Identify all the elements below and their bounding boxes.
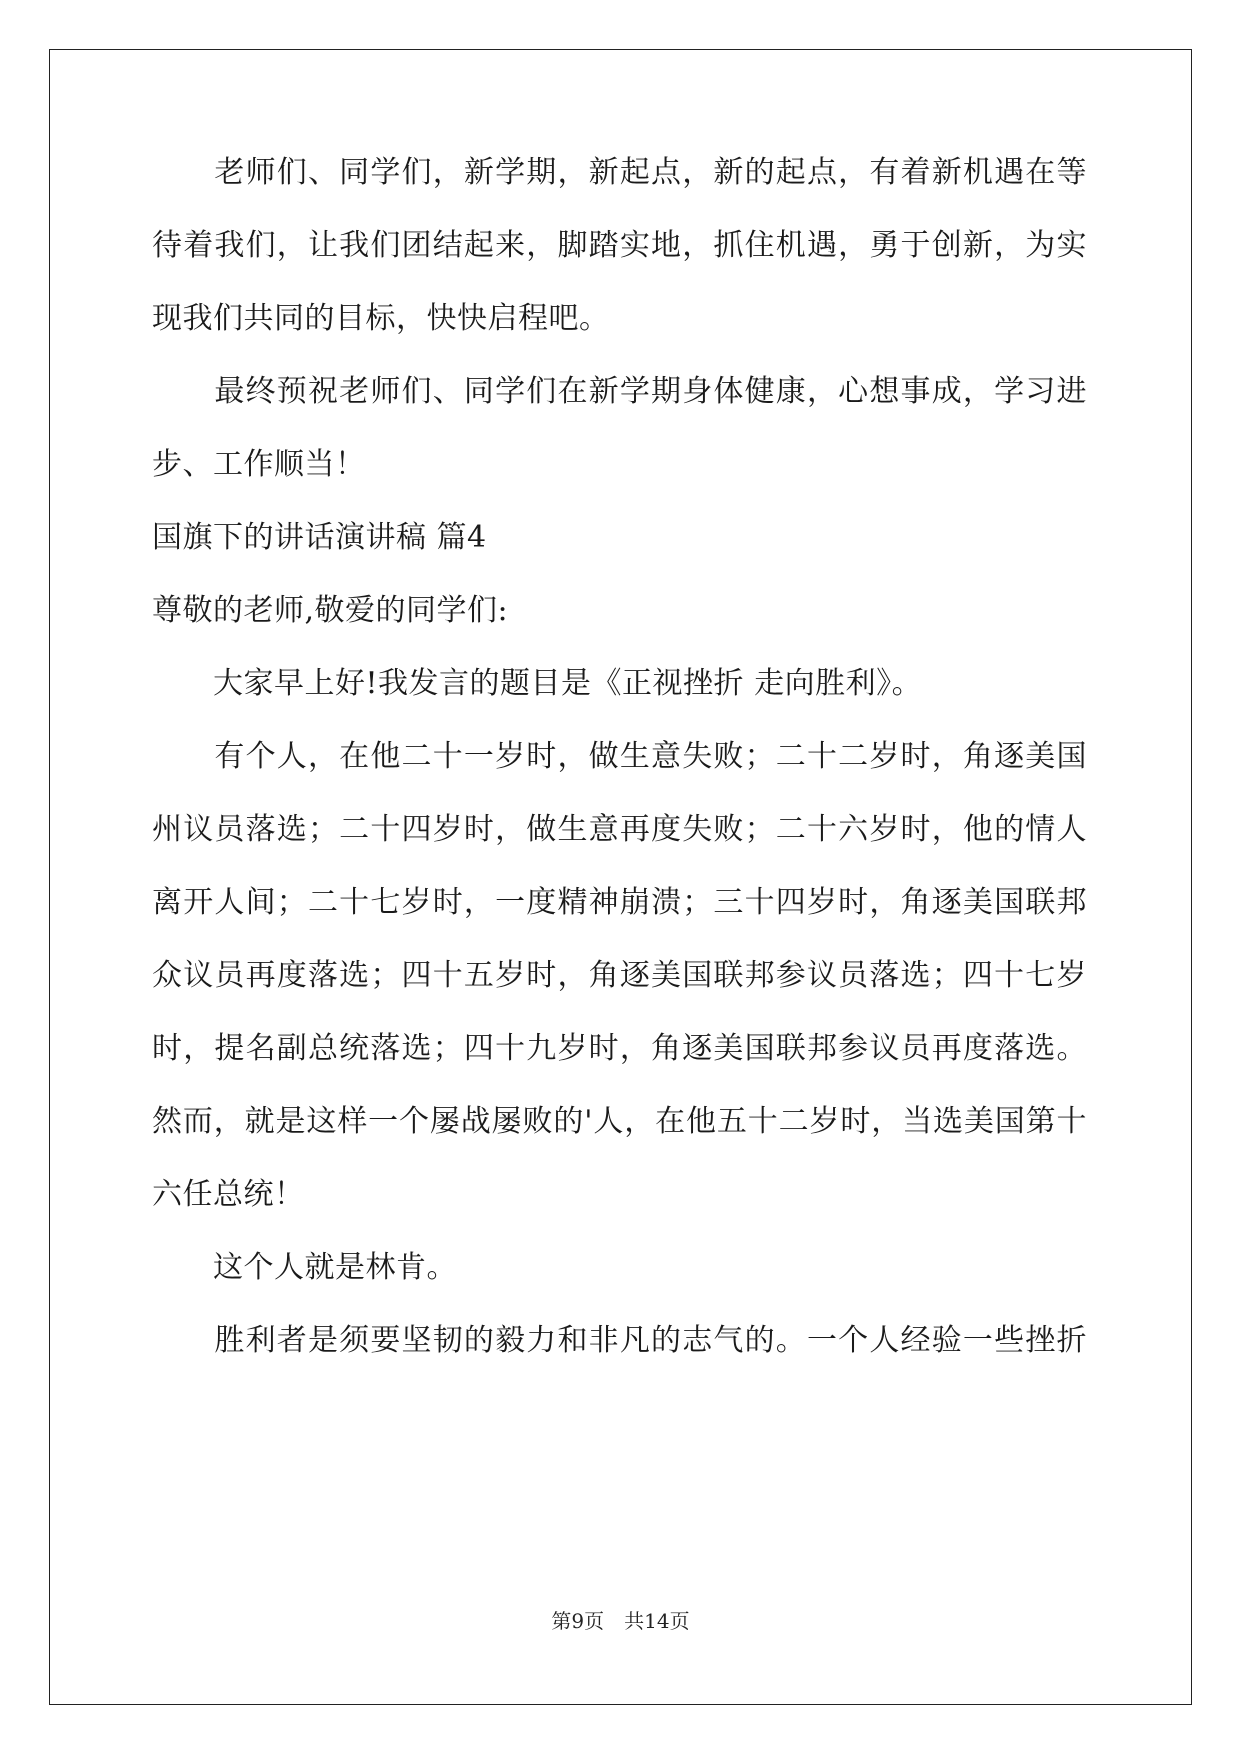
page-number: 第9页: [551, 1609, 605, 1633]
salutation: 尊敬的老师,敬爱的同学们:: [152, 593, 509, 628]
text-line: 六任总统！: [152, 1177, 305, 1212]
text-line: 时，提名副总统落选；四十九岁时，角逐美国联邦参议员再度落选。: [152, 1031, 1087, 1066]
text-line: 步、工作顺当！: [152, 447, 366, 482]
text-line: 待着我们，让我们团结起来，脚踏实地，抓住机遇，勇于创新，为实: [152, 228, 1087, 263]
page-frame: [49, 49, 1192, 1705]
text-line: 众议员再度落选；四十五岁时，角逐美国联邦参议员落选；四十七岁: [152, 958, 1087, 993]
text-line: 然而，就是这样一个屡战屡败的'人，在他五十二岁时，当选美国第十: [152, 1104, 1087, 1139]
text-line: 胜利者是须要坚韧的毅力和非凡的志气的。一个人经验一些挫折: [152, 1323, 1087, 1358]
page-footer: [0, 1608, 1241, 1634]
page-total: 共14页: [624, 1609, 690, 1633]
text-line: 最终预祝老师们、同学们在新学期身体健康，心想事成，学习进: [152, 374, 1087, 409]
text-line: 大家早上好!我发言的题目是《正视挫折 走向胜利》。: [152, 666, 923, 701]
text-line: 有个人，在他二十一岁时，做生意失败；二十二岁时，角逐美国: [152, 739, 1087, 774]
text-line: 这个人就是林肯。: [152, 1250, 457, 1285]
text-line: 离开人间；二十七岁时，一度精神崩溃；三十四岁时，角逐美国联邦: [152, 885, 1087, 920]
section-heading: 国旗下的讲话演讲稿 篇4: [152, 520, 487, 555]
text-line: 老师们、同学们，新学期，新起点，新的起点，有着新机遇在等: [152, 155, 1087, 190]
text-line: 现我们共同的目标，快快启程吧。: [152, 301, 610, 336]
text-line: 州议员落选；二十四岁时，做生意再度失败；二十六岁时，他的情人: [152, 812, 1087, 847]
